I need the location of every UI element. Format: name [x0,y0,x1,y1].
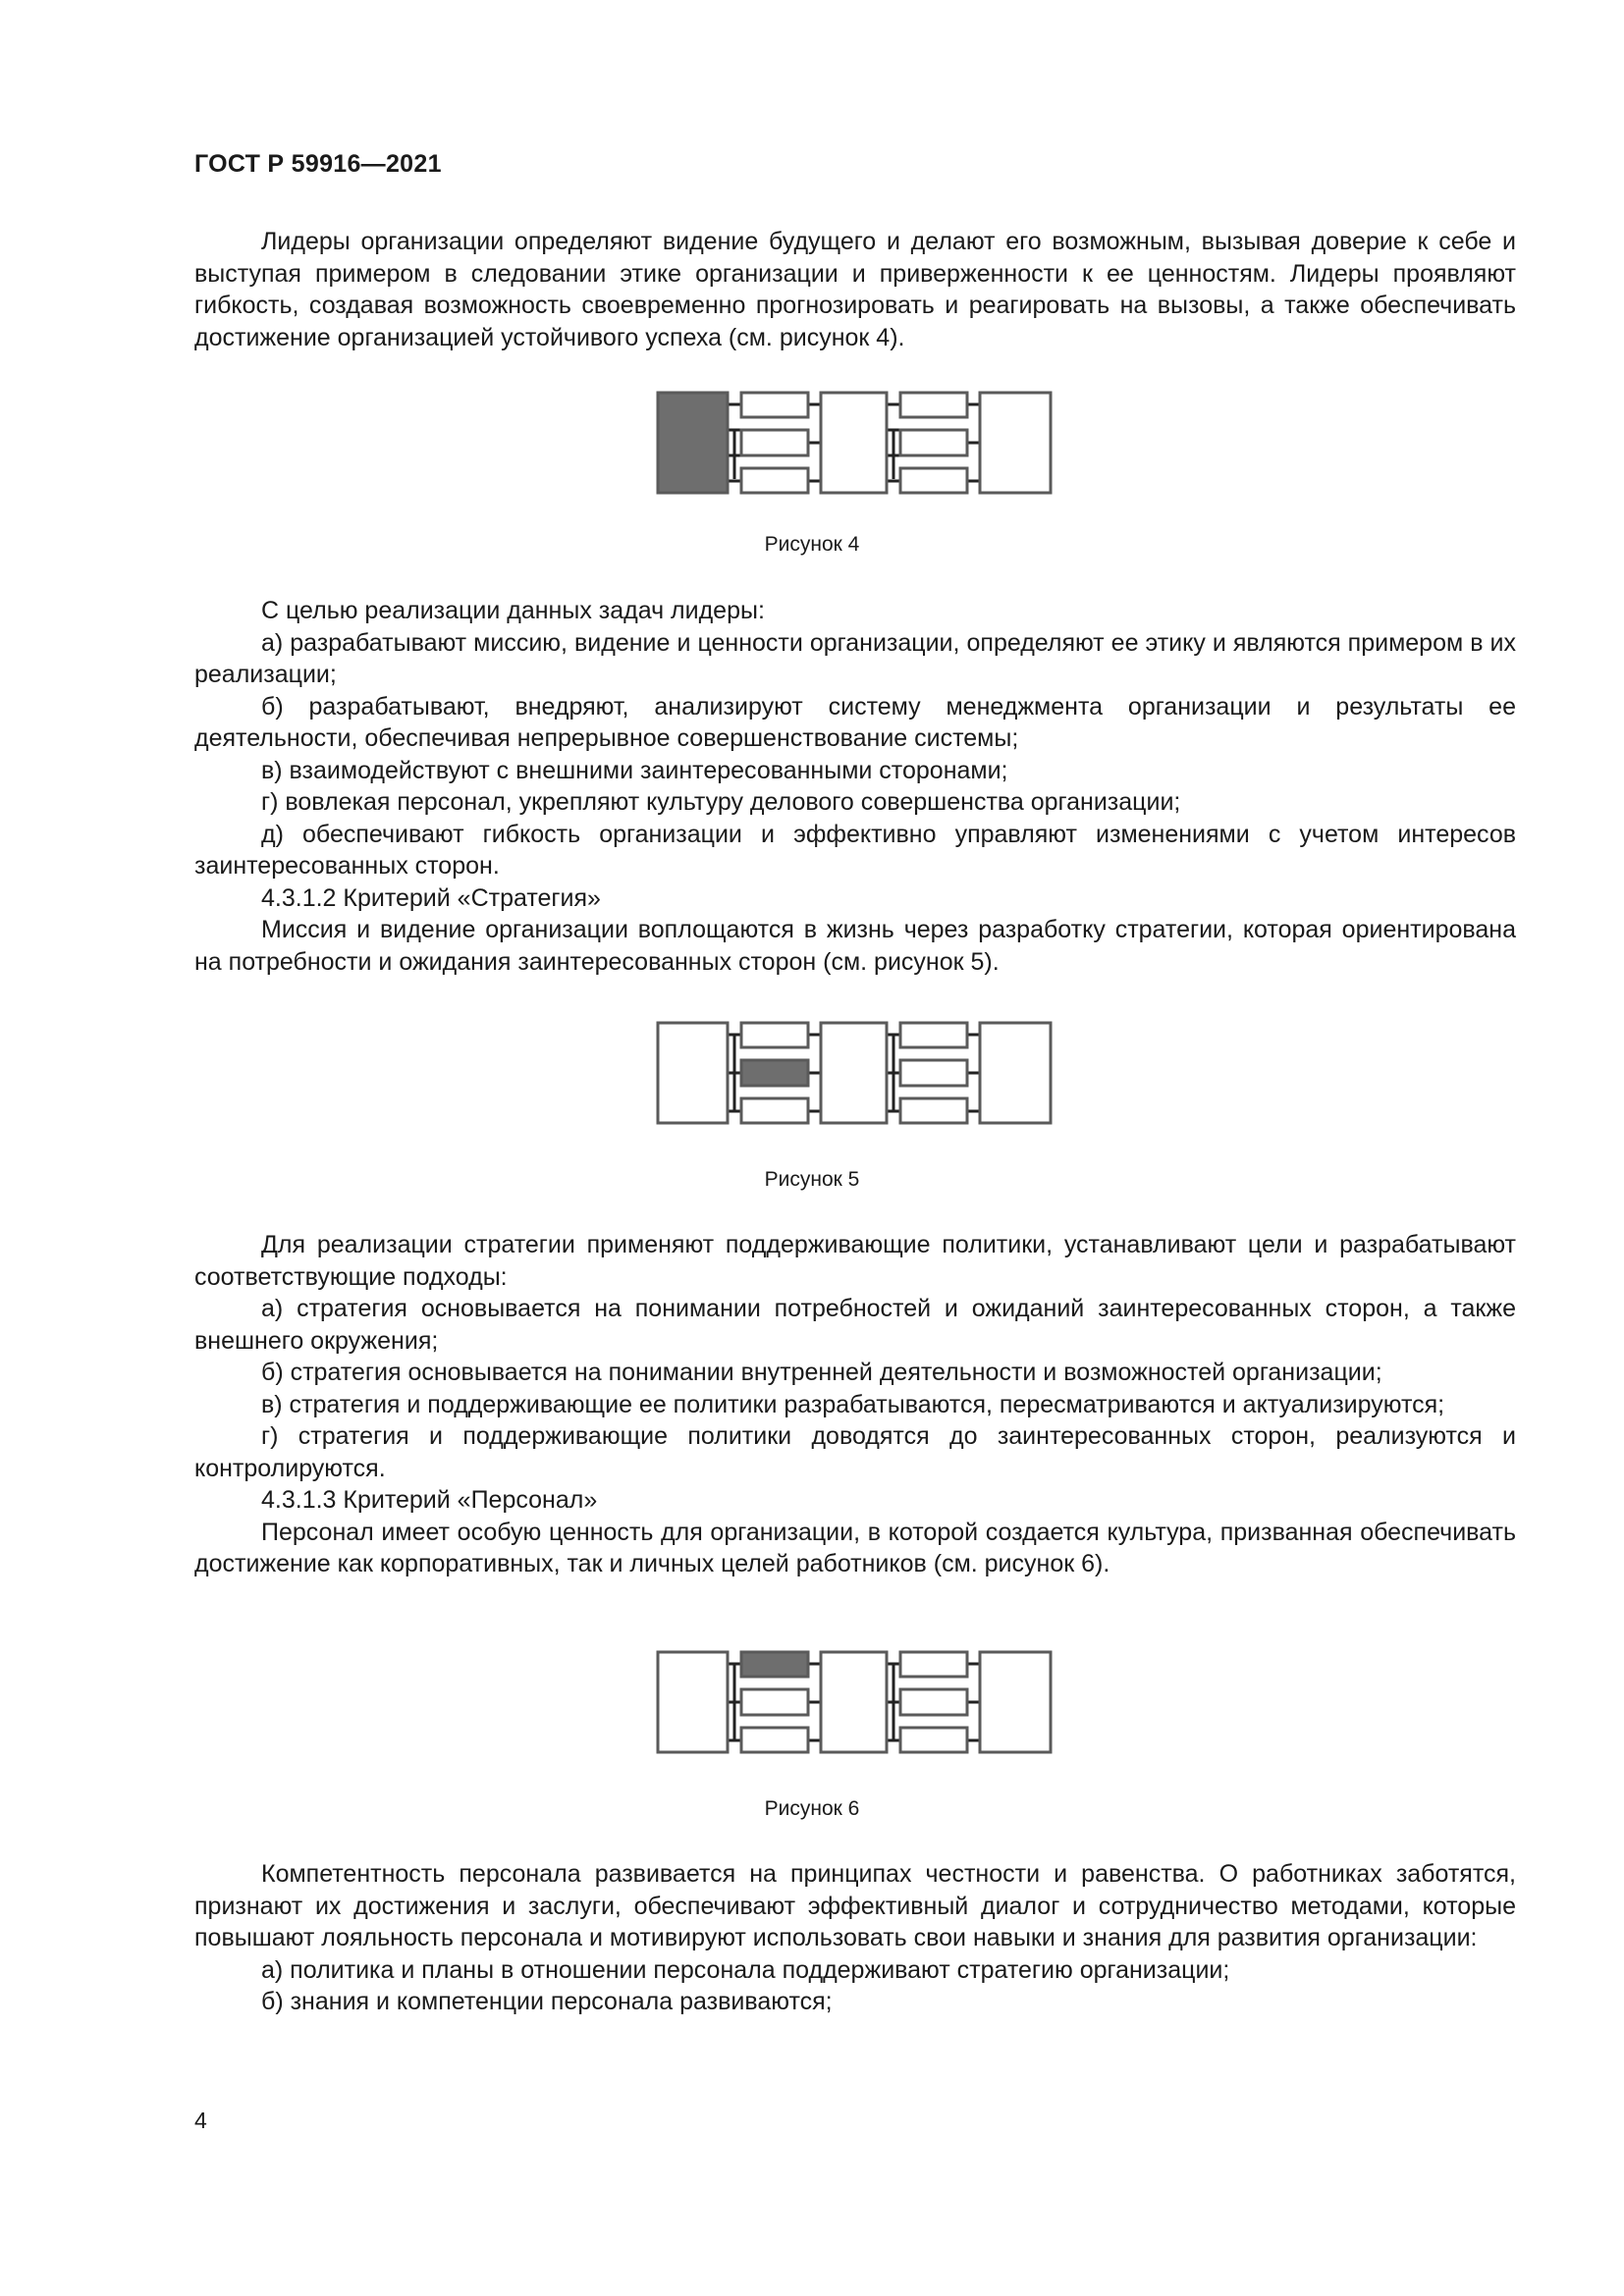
list-item: б) стратегия основывается на понимании внутренней деятельности и возможностей организации; [261,1359,1382,1386]
list-item: г) вовлекая персонал, укрепляют культуру делового совершенства организации; [261,788,1181,816]
paragraph: Компетентность персонала развивается на принципах честности и равенства. О работниках заботятся, признают их достижения и заслуги, обеспечивают эффективный диалог и сотрудничество методами, которые повышают лояльность персонала и мотивируют использовать свои навыки и знания для развития организации: [194,1860,1516,1951]
page-number: 4 [194,2108,207,2133]
list-item: в) стратегия и поддерживающие ее политики разрабатываются, пересматриваются и актуализируются; [261,1390,1445,1418]
section-heading: 4.3.1.3 Критерий «Персонал» [261,1486,598,1514]
section-leaders-intro [194,226,1516,353]
section-heading: 4.3.1.2 Критерий «Стратегия» [261,883,601,912]
list-item: а) стратегия основывается на понимании потребностей и ожиданий заинтересованных сторон, а также внешнего окружения; [194,1295,1516,1355]
section-leaders-tasks [194,595,1516,978]
list-item: г) стратегия и поддерживающие политики доводятся до заинтересованных сторон, реализуются и контролируются. [194,1422,1516,1482]
paragraph: С целью реализации данных задач лидеры: [261,597,765,624]
paragraph: Для реализации стратегии применяют поддерживающие политики, устанавливают цели и разрабатывают соответствующие подходы: [194,1231,1516,1291]
list-item: д) обеспечивают гибкость организации и эффективно управляют изменениями с учетом интересов заинтересованных сторон. [194,820,1516,880]
section-personnel [194,1858,1516,2018]
list-item: а) разрабатывают миссию, видение и ценности организации, определяют ее этику и являются примером в их реализации; [194,628,1516,688]
paragraph: Персонал имеет особую ценность для организации, в которой создается культура, призванная обеспечивать достижение как корпоративных, так и личных целей работников (см. рисунок 6). [194,1518,1516,1577]
paragraph: Лидеры организации определяют видение будущего и делают его возможным, вызывая доверие к себе и выступая примером в следовании этике организации и приверженности к ее ценностям. Лидеры проявляют гибкость, создавая возможность своевременно прогнозировать и реагировать на вызовы, а также обеспечивать достижение организацией устойчивого успеха (см. рисунок 4). [194,228,1516,351]
figure-4-diagram [656,391,1055,495]
list-item: б) разрабатывают, внедряют, анализируют систему менеджмента организации и результаты ее деятельности, обеспечивая непрерывное совершенствование системы; [194,692,1516,752]
figure-4-caption: Рисунок 4 [764,533,860,556]
document-header: ГОСТ Р 59916—2021 [194,150,442,178]
figure-5-caption: Рисунок 5 [764,1168,860,1191]
figure-5-diagram [656,1021,1055,1125]
figure-6-caption: Рисунок 6 [764,1797,860,1820]
list-item: а) политика и планы в отношении персонала поддерживают стратегию организации; [261,1955,1230,1984]
list-item: в) взаимодействуют с внешними заинтересованными сторонами; [261,756,1008,784]
paragraph: Миссия и видение организации воплощаются в жизнь через разработку стратегии, которая ориентирована на потребности и ожидания заинтересованных сторон (см. рисунок 5). [194,916,1516,976]
figure-6-diagram [656,1650,1055,1754]
list-item: б) знания и компетенции персонала развиваются; [261,1988,833,2015]
section-strategy [194,1229,1516,1580]
